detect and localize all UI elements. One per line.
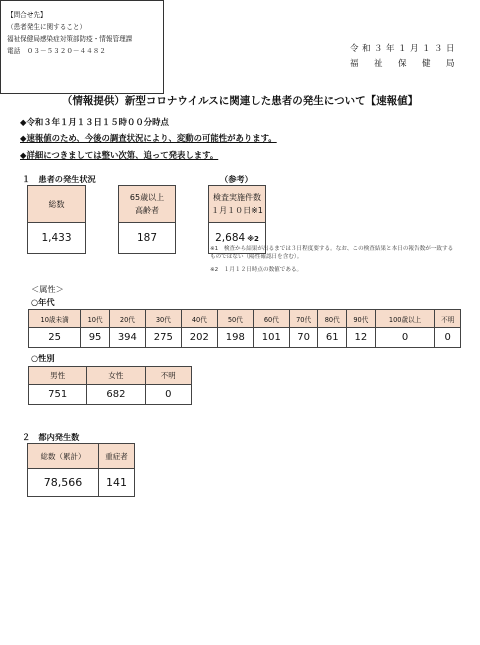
department-name: 福 祉 保 健 局 (349, 59, 458, 69)
reference-label: （参考） (220, 174, 253, 184)
total-cases-table (27, 185, 86, 254)
age-group-value: 275 (145, 328, 181, 348)
age-header-row (29, 310, 461, 328)
age-table (28, 309, 461, 348)
age-group-value: 70 (289, 328, 318, 348)
contact-box (0, 0, 164, 94)
tests-value: 2,684 (215, 232, 246, 244)
document-title: （情報提供）新型コロナウイルスに関連した患者の発生について【速報値】 (61, 95, 419, 107)
age-group-label: 80代 (318, 310, 347, 328)
cumulative-total-label: 総数（累計） (28, 444, 99, 469)
age-group-label: 30代 (145, 310, 181, 328)
gender-value: 0 (145, 385, 191, 405)
age-group-label: 70代 (289, 310, 318, 328)
section2-heading: ２ 都内発生数 (22, 432, 80, 442)
age-group-label: 40代 (181, 310, 217, 328)
elderly-label-line2: 高齢者 (135, 206, 159, 215)
age-group-value: 101 (253, 328, 289, 348)
age-group-value: 198 (217, 328, 253, 348)
gender-value: 751 (29, 385, 87, 405)
contact-phone: 電話 ０３－５３２０－４４８２ (7, 47, 106, 55)
elderly-label (119, 186, 176, 223)
age-group-value: 61 (318, 328, 347, 348)
total-cases-value: 1,433 (28, 223, 86, 254)
tests-label-line2: １月１０日※1 (211, 206, 263, 215)
section1-heading: １ 患者の発生状況 (22, 174, 96, 184)
gender-label: 女性 (87, 367, 145, 385)
gender-label: 不明 (145, 367, 191, 385)
severe-label: 重症者 (99, 444, 135, 469)
age-group-value: 0 (375, 328, 435, 348)
attributes-heading: ＜属性＞ (31, 284, 64, 294)
gender-value-row (29, 385, 192, 405)
age-group-label: 20代 (109, 310, 145, 328)
age-group-value: 25 (29, 328, 81, 348)
document-date: 令和３年１月１３日 (349, 44, 458, 54)
tokyo-cases-table (27, 443, 135, 497)
age-group-value: 394 (109, 328, 145, 348)
tests-label (209, 186, 266, 223)
cumulative-total-value: 78,566 (28, 469, 99, 497)
age-group-label: 不明 (435, 310, 461, 328)
severe-value: 141 (99, 469, 135, 497)
elderly-table (118, 185, 176, 254)
total-cases-label: 総数 (28, 186, 86, 223)
note-1: ※1 検査から結果が出るまでは３日程度要する。なお、この検査結果と本日の報告数が一致するものではない（陽性確認日を含む）。 (210, 246, 454, 260)
age-group-value: 12 (347, 328, 376, 348)
contact-subject: （患者発生に関すること） (7, 23, 87, 31)
gender-heading: ○性別 (31, 353, 55, 363)
bullet-timestamp: ◆令和３年１月１３日１５時００分時点 (20, 117, 169, 127)
bullet-details-text: ◆詳細につきましては整い次第、追って発表します。 (20, 150, 219, 160)
age-group-label: 10代 (81, 310, 110, 328)
age-group-label: 100歳以上 (375, 310, 435, 328)
age-group-value: 202 (181, 328, 217, 348)
bullet-details-notice (20, 149, 218, 161)
age-group-label: 60代 (253, 310, 289, 328)
age-heading: ○年代 (31, 297, 55, 307)
gender-table (28, 366, 192, 405)
tests-label-line1: 検査実施件数 (213, 193, 261, 202)
elderly-label-line1: 65歳以上 (129, 193, 165, 202)
note-2: ※2 １月１２日時点の数値である。 (210, 267, 303, 273)
gender-header-row (29, 367, 192, 385)
tests-note-mark: ※2 (247, 235, 259, 243)
contact-department: 福祉保健局感染症対策部防疫・情報管理課 (7, 35, 133, 43)
tests-table (208, 185, 266, 254)
gender-label: 男性 (29, 367, 87, 385)
age-group-label: 90代 (347, 310, 376, 328)
gender-value: 682 (87, 385, 145, 405)
age-group-value: 95 (81, 328, 110, 348)
age-group-label: 50代 (217, 310, 253, 328)
bullet-preliminary-notice (20, 132, 277, 144)
bullet-preliminary-text: ◆速報値のため、今後の調査状況により、変動の可能性があります。 (20, 133, 277, 143)
age-value-row (29, 328, 461, 348)
elderly-value: 187 (119, 223, 176, 254)
age-group-value: 0 (435, 328, 461, 348)
age-group-label: 10歳未満 (29, 310, 81, 328)
contact-heading: 【問合せ先】 (7, 11, 47, 19)
